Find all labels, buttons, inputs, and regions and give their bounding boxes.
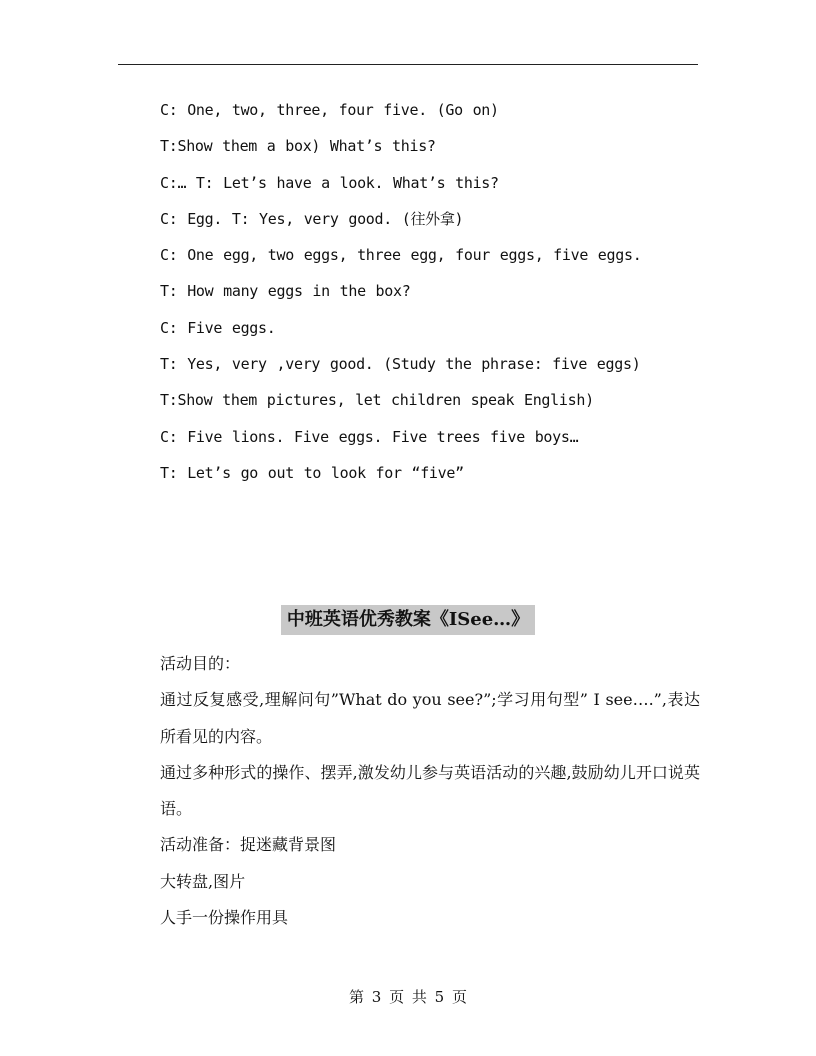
dialogue-line: T:Show them a box) What’s this? [160,137,436,156]
objective-paragraph: 通过反复感受,理解问句”What do you see?”;学习用句型” I see….”,表达所看见的内容。 [160,690,700,746]
dialogue-line: T: How many eggs in the box? [160,282,411,301]
dialogue-line: C: One egg, two eggs, three egg, four eggs, five eggs. [160,246,642,265]
dialogue-line: T:Show them pictures, let children speak English) [160,391,594,410]
section-title: 中班英语优秀教案《ISee…》 [281,605,535,635]
preparation-line: 活动准备：捉迷藏背景图 [160,835,337,855]
objective-paragraph: 通过多种形式的操作、摆弄,激发幼儿参与英语活动的兴趣,鼓励幼儿开口说英语。 [160,762,700,819]
dialogue-line: T: Yes, very ,very good. (Study the phrase: five eggs) [160,355,641,374]
dialogue-line: C:… T: Let’s have a look. What’s this? [160,173,499,192]
page-number: 第 3 页 共 5 页 [349,988,467,1006]
dialogue-line: C: Five lions. Five eggs. Five trees five boys… [160,427,579,446]
preparation-line: 大转盘,图片 [160,871,246,891]
header-rule [118,64,698,65]
dialogue-block [160,98,720,497]
dialogue-line: C: Egg. T: Yes, very good. (往外拿) [160,209,464,228]
section-title-wrap [0,605,816,635]
objective-heading: 活动目的： [160,654,241,673]
preparation-line: 人手一份操作用具 [160,908,289,928]
dialogue-line: C: One, two, three, four five. (Go on) [160,101,499,119]
dialogue-line: T: Let’s go out to look for “five” [160,463,464,482]
lesson-body [120,646,700,936]
dialogue-line: C: Five eggs. [160,318,276,337]
